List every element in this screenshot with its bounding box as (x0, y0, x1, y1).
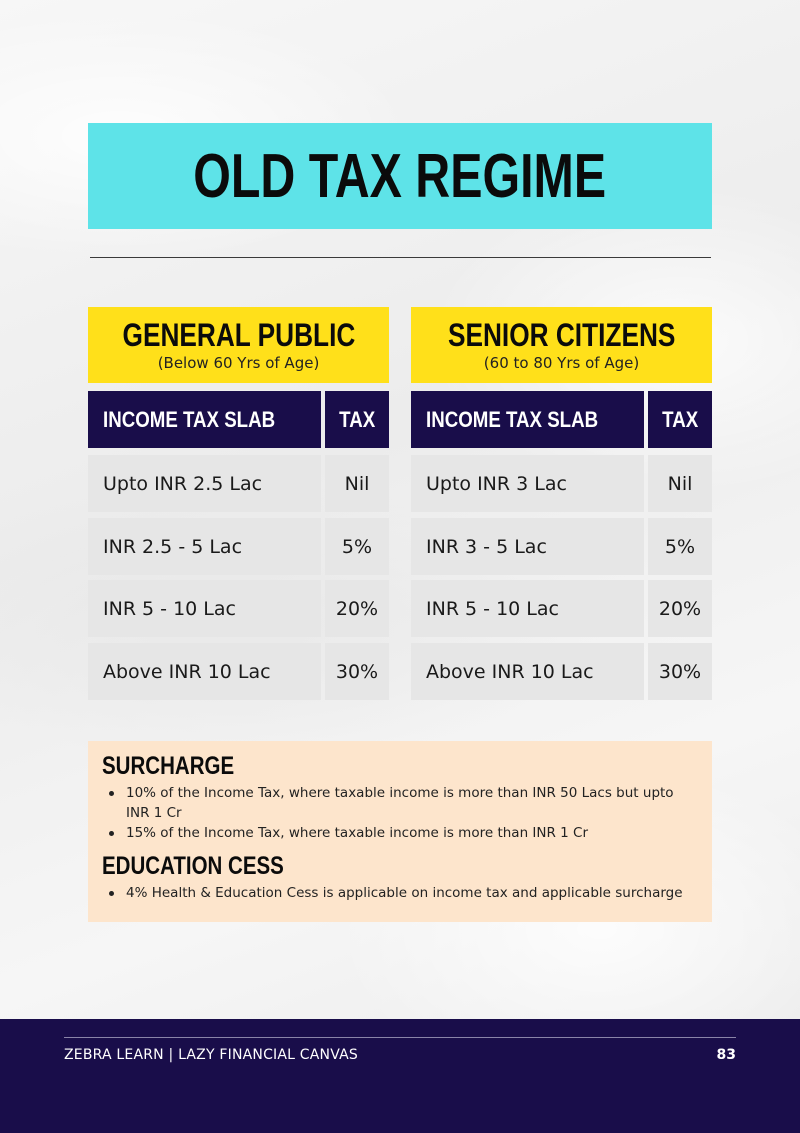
general-public-tax-header (325, 391, 389, 448)
senior-citizens-tax-header (648, 391, 712, 448)
senior-citizens-tax-header-label: TAX (661, 406, 699, 432)
table-row-slab: Above INR 10 Lac (88, 643, 321, 700)
table-row-tax: 30% (325, 643, 389, 700)
table-row-slab: INR 5 - 10 Lac (88, 580, 321, 637)
list-item: 4% Health & Education Cess is applicable on income tax and applicable surcharge (102, 883, 698, 903)
footer-brand: ZEBRA LEARN | LAZY FINANCIAL CANVAS (64, 1047, 358, 1063)
general-public-slab-header-label: INCOME TAX SLAB (103, 406, 276, 432)
table-row-slab: Upto INR 2.5 Lac (88, 455, 321, 512)
table-row-slab: INR 5 - 10 Lac (411, 580, 644, 637)
general-public-header (88, 307, 389, 383)
table-row-tax: 5% (325, 518, 389, 575)
table-row-tax: 30% (648, 643, 712, 700)
table-row-tax: 5% (648, 518, 712, 575)
list-item: 10% of the Income Tax, where taxable income is more than INR 50 Lacs but upto INR 1 Cr (102, 783, 698, 823)
table-row-tax: 20% (325, 580, 389, 637)
table-row-tax: Nil (325, 455, 389, 512)
title-banner (88, 123, 712, 229)
general-public-tax-header-label: TAX (338, 406, 376, 432)
footer-divider (64, 1037, 736, 1038)
list-item: 15% of the Income Tax, where taxable income is more than INR 1 Cr (102, 823, 698, 843)
table-row-tax: Nil (648, 455, 712, 512)
general-public-title: GENERAL PUBLIC (122, 317, 355, 353)
page-number: 83 (716, 1047, 736, 1063)
surcharge-heading: SURCHARGE (102, 752, 235, 780)
notes-box (88, 741, 712, 922)
table-row-slab: Above INR 10 Lac (411, 643, 644, 700)
education-cess-heading: EDUCATION CESS (102, 852, 284, 880)
senior-citizens-header (411, 307, 712, 383)
surcharge-list (102, 783, 698, 843)
general-public-subtitle: (Below 60 Yrs of Age) (157, 354, 320, 372)
senior-citizens-slab-header-label: INCOME TAX SLAB (426, 406, 599, 432)
table-row-slab: Upto INR 3 Lac (411, 455, 644, 512)
table-row-slab: INR 3 - 5 Lac (411, 518, 644, 575)
general-public-slab-header (88, 391, 321, 448)
table-row-slab: INR 2.5 - 5 Lac (88, 518, 321, 575)
footer (0, 1019, 800, 1133)
title-divider (90, 257, 711, 258)
senior-citizens-slab-header (411, 391, 644, 448)
education-cess-list (102, 883, 698, 903)
senior-citizens-subtitle: (60 to 80 Yrs of Age) (483, 354, 640, 372)
senior-citizens-title: SENIOR CITIZENS (447, 317, 676, 353)
page-title: OLD TAX REGIME (193, 141, 607, 211)
table-row-tax: 20% (648, 580, 712, 637)
